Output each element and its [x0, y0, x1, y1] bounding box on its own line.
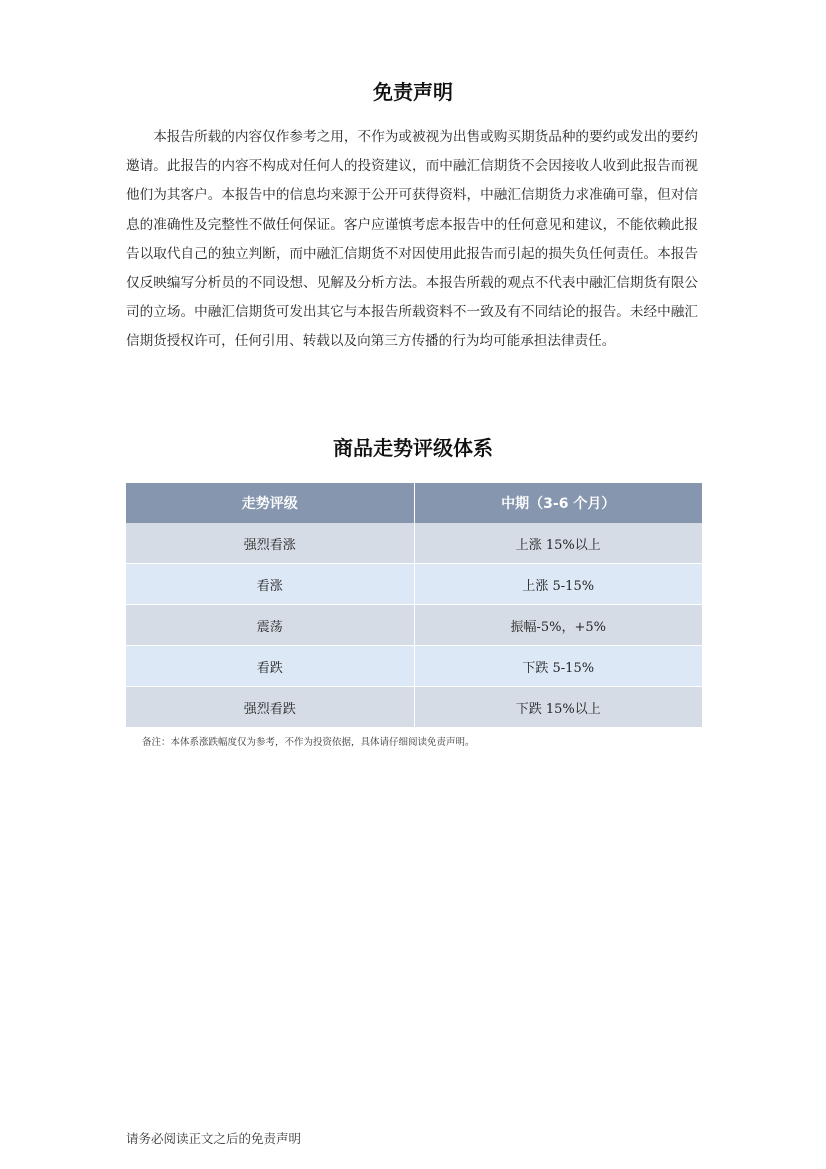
rating-cell: 震荡 [126, 605, 414, 646]
table-row [126, 687, 702, 728]
rating-cell: 强烈看跌 [126, 687, 414, 728]
table-row [126, 605, 702, 646]
rating-system-title: 商品走势评级体系 [333, 436, 493, 460]
range-cell: 振幅-5%，+5% [414, 605, 702, 646]
rating-table [126, 483, 702, 728]
range-cell: 下跌 5-15% [414, 646, 702, 687]
rating-cell: 看跌 [126, 646, 414, 687]
rating-cell: 强烈看涨 [126, 523, 414, 564]
header-mid-term: 中期（3-6 个月） [414, 483, 702, 523]
footer-note: 请务必阅读正文之后的免责声明 [126, 1131, 302, 1146]
range-cell: 上涨 15%以上 [414, 523, 702, 564]
range-cell: 上涨 5-15% [414, 564, 702, 605]
table-header-row [126, 483, 702, 523]
table-row [126, 646, 702, 687]
header-trend-rating: 走势评级 [126, 483, 414, 523]
table-note: 备注：本体系涨跌幅度仅为参考，不作为投资依据，具体请仔细阅读免责声明。 [142, 737, 475, 748]
disclaimer-body: 本报告所载的内容仅作参考之用，不作为或被视为出售或购买期货品种的要约或发出的要约邀请。此报告的内容不构成对任何人的投资建议，而中融汇信期货不会因接收人收到此报告而视他们为其客户。本报告中的信息均来源于公开可获得资料，中融汇信期货力求准确可靠，但对信息的准确性及完整性不做任何保证。客户应谨慎考虑本报告中的任何意见和建议，不能依赖此报告以取代自己的独立判断，而中融汇信期货不对因使用此报告而引起的损失负任何责任。本报告仅反映编写分析员的不同设想、见解及分析方法。本报告所载的观点不代表中融汇信期货有限公司的立场。中融汇信期货可发出其它与本报告所载资料不一致及有不同结论的报告。未经中融汇信期货授权许可，任何引用、转载以及向第三方传播的行为均可能承担法律责任。 [126, 129, 698, 350]
disclaimer-title: 免责声明 [373, 80, 453, 104]
range-cell: 下跌 15%以上 [414, 687, 702, 728]
table-row [126, 523, 702, 564]
table-row [126, 564, 702, 605]
rating-cell: 看涨 [126, 564, 414, 605]
